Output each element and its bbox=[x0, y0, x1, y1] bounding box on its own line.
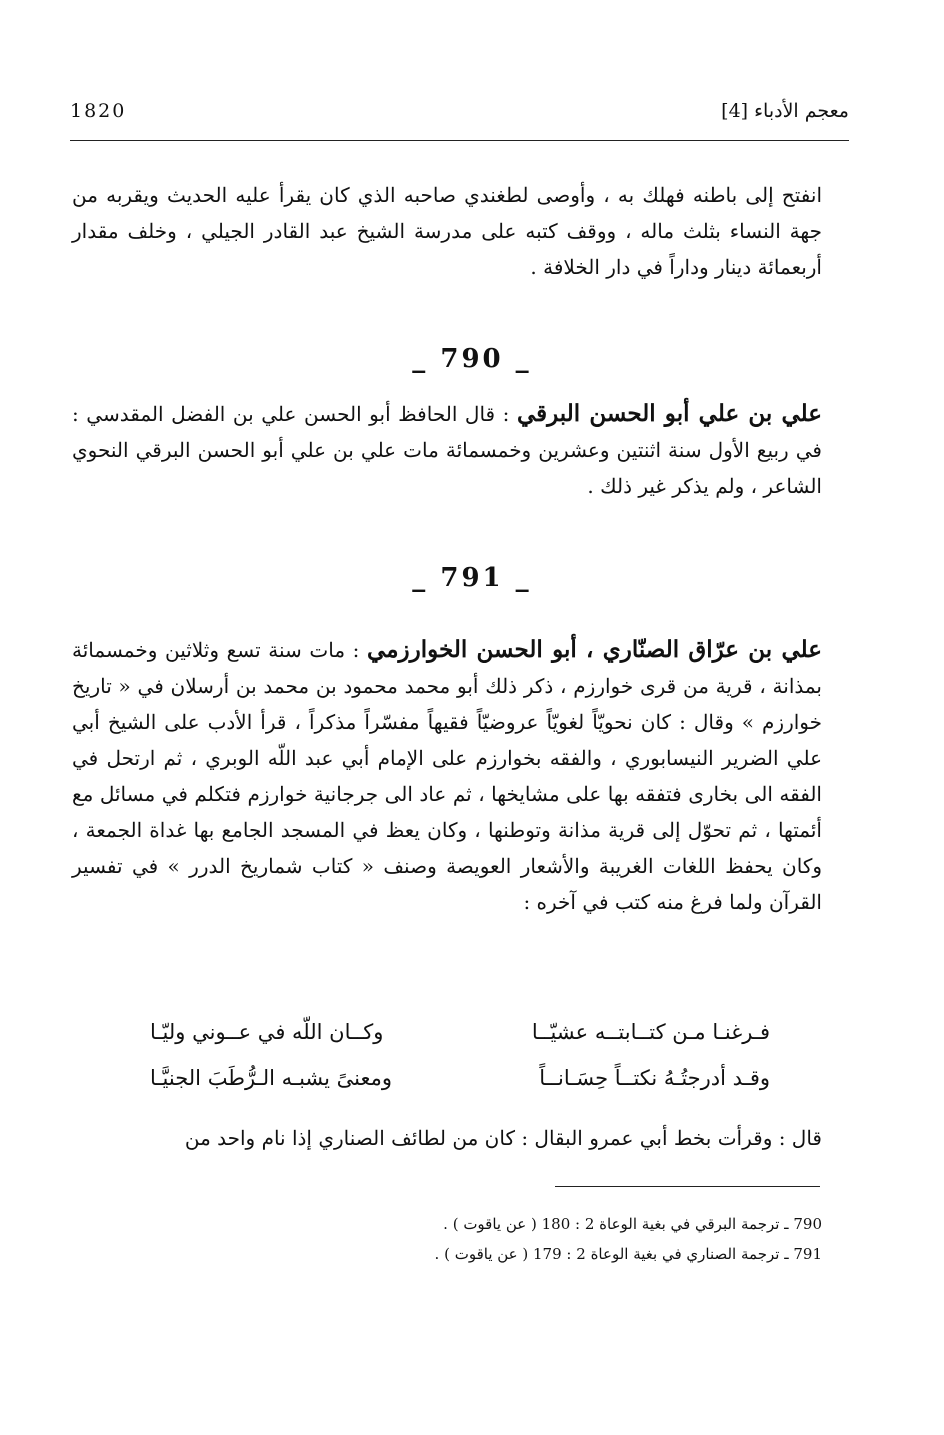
verse-second-hemistich: وكــان اللّه في عــوني وليّـا bbox=[150, 1020, 384, 1044]
entry-790-text: : قال الحافظ أبو الحسن علي بن الفضل المقدسي : في ربيع الأول سنة اثنتين وعشرين وخمسمائة مات علي بن علي أبو الحسن البرقي النحوي الشاعر ، ولم يذكر غير ذلك . bbox=[72, 402, 822, 498]
footnote-rule bbox=[555, 1186, 820, 1187]
verse-line bbox=[150, 1066, 770, 1106]
entry-number-790: _ 790 _ bbox=[412, 344, 532, 374]
entry-791-paragraph bbox=[72, 632, 822, 920]
paragraph-continuation: انفتح إلى باطنه فهلك به ، وأوصى لطغندي صاحبه الذي كان يقرأ عليه الحديث ويقربه من جهة النساء بثلث ماله ، ووقف كتبه على مدرسة الشيخ عبد القادر الجيلي ، وخلف مقدار أربعمائة دينار وداراً في دار الخلافة . bbox=[72, 183, 822, 279]
footnote-790: 790 ـ ترجمة البرقي في بغية الوعاة 2 : 180 ( عن ياقوت ) . bbox=[443, 1215, 822, 1233]
verse-first-hemistich: وقـد أدرجتُـهُ نكتــاً حِسَـانــاً bbox=[539, 1066, 770, 1090]
entry-791-name: علي بن عرّاق الصنّاري ، أبو الحسن الخوارزمي bbox=[367, 636, 822, 663]
verse-second-hemistich: ومعنىً يشبـه الـرُّطَبَ الجنيَّـا bbox=[150, 1066, 393, 1090]
entry-number-791: _ 791 _ bbox=[412, 563, 532, 593]
verse-line bbox=[150, 1020, 770, 1060]
entry-790-name: علي بن علي أبو الحسن البرقي bbox=[516, 400, 823, 427]
running-title: معجم الأدباء [4] bbox=[721, 100, 849, 122]
paragraph-closing: قال : وقرأت بخط أبي عمرو البقال : كان من لطائف الصناري إذا نام واحد من bbox=[184, 1126, 822, 1150]
footnote-791: 791 ـ ترجمة الصناري في بغية الوعاة 2 : 179 ( عن ياقوت ) . bbox=[434, 1245, 822, 1263]
verse-first-hemistich: فـرغنـا مـن كتــابتــه عشيّــا bbox=[531, 1020, 770, 1044]
entry-791-text: : مات سنة تسع وثلاثين وخمسمائة بمذانة ، قرية من قرى خوارزم ، ذكر ذلك أبو محمد محمود بن محمد بن أرسلان في « تاريخ خوارزم » وقال : كان نحويّاً لغويّاً عروضيّاً فقيهاً مفسّراً مذكراً ، قرأ الأدب على الشيخ أبي علي الضرير النيسابوري ، والفقه بخوارزم على الإمام أبي عبد اللّه الوبري ، ثم ارتحل في الفقه الى بخارى فتفقه بها على مشايخها ، ثم عاد الى جرجانية خوارزم فتكلم في مسائل مع أئمتها ، ثم تحوّل إلى قرية مذانة وتوطنها ، وكان يعظ في المسجد الجامع بها غداة الجمعة ، وكان يحفظ اللغات الغريبة والأشعار العويصة وصنف « كتاب شماريخ الدرر » في تفسير القرآن ولما فرغ منه كتب في آخره : bbox=[72, 638, 822, 914]
entry-790-paragraph bbox=[72, 396, 822, 504]
page-header bbox=[70, 100, 849, 140]
header-rule bbox=[70, 140, 849, 141]
page-number: 1820 bbox=[70, 100, 127, 122]
